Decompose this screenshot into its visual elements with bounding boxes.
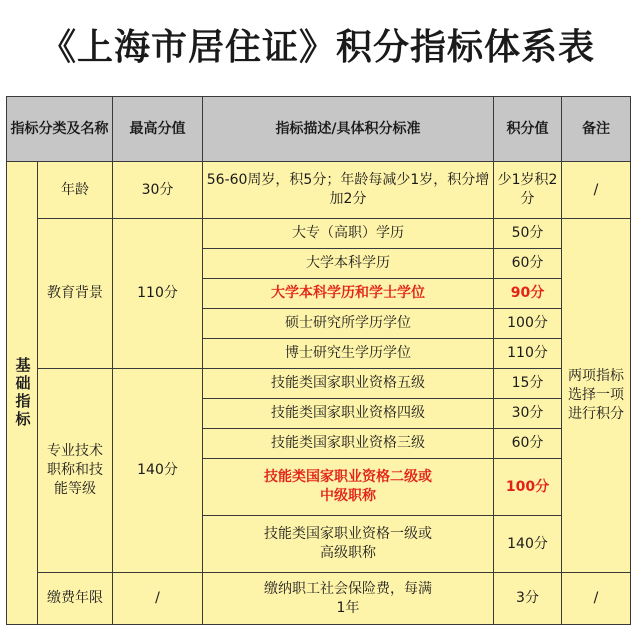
- skills-desc: 技能类国家职业资格一级或高级职称: [203, 516, 494, 573]
- group-label-cell: [7, 162, 38, 625]
- skills-max: 140分: [113, 369, 203, 573]
- skills-desc: 技能类国家职业资格五级: [203, 369, 494, 399]
- education-score: 110分: [494, 339, 562, 369]
- table-row: [7, 369, 631, 399]
- table-header-row: [7, 97, 631, 162]
- education-desc: 博士研究生学历学位: [203, 339, 494, 369]
- header-score: 积分值: [494, 97, 562, 162]
- insurance-score: 3分: [494, 573, 562, 625]
- header-max-score: 最高分值: [113, 97, 203, 162]
- skills-score: 15分: [494, 369, 562, 399]
- header-category: 指标分类及名称: [7, 97, 113, 162]
- table-row-insurance: [7, 573, 631, 625]
- age-remark: /: [562, 162, 631, 219]
- insurance-max: /: [113, 573, 203, 625]
- age-name: 年龄: [38, 162, 113, 219]
- skills-score: 30分: [494, 399, 562, 429]
- edu-skill-remark: 两项指标选择一项进行积分: [562, 219, 631, 573]
- skills-name: 专业技术职称和技能等级: [38, 369, 113, 573]
- skills-score: 140分: [494, 516, 562, 573]
- education-score: 100分: [494, 309, 562, 339]
- age-desc: 56-60周岁，积5分；年龄每减少1岁，积分增加2分: [203, 162, 494, 219]
- table-row: [7, 219, 631, 249]
- skills-desc: 技能类国家职业资格三级: [203, 429, 494, 459]
- age-score: 少1岁积2分: [494, 162, 562, 219]
- header-description: 指标描述/具体积分标准: [203, 97, 494, 162]
- education-name: 教育背景: [38, 219, 113, 369]
- page-title: 《上海市居住证》积分指标体系表: [39, 26, 595, 68]
- insurance-remark: /: [562, 573, 631, 625]
- education-desc-highlight: 大学本科学历和学士学位: [203, 279, 494, 309]
- skills-desc: 技能类国家职业资格四级: [203, 399, 494, 429]
- education-desc: 大专（高职）学历: [203, 219, 494, 249]
- insurance-name: 缴费年限: [38, 573, 113, 625]
- table-row-age: [7, 162, 631, 219]
- education-desc: 硕士研究所学历学位: [203, 309, 494, 339]
- skills-desc-highlight: 技能类国家职业资格二级或中级职称: [203, 459, 494, 516]
- education-score: 60分: [494, 249, 562, 279]
- header-remark: 备注: [562, 97, 631, 162]
- education-score-highlight: 90分: [494, 279, 562, 309]
- age-max: 30分: [113, 162, 203, 219]
- points-table: [6, 96, 631, 625]
- skills-score-highlight: 100分: [494, 459, 562, 516]
- group-label: 基础指标: [13, 357, 32, 429]
- education-desc: 大学本科学历: [203, 249, 494, 279]
- insurance-desc: 缴纳职工社会保险费，每满1年: [203, 573, 494, 625]
- education-max: 110分: [113, 219, 203, 369]
- education-score: 50分: [494, 219, 562, 249]
- skills-score: 60分: [494, 429, 562, 459]
